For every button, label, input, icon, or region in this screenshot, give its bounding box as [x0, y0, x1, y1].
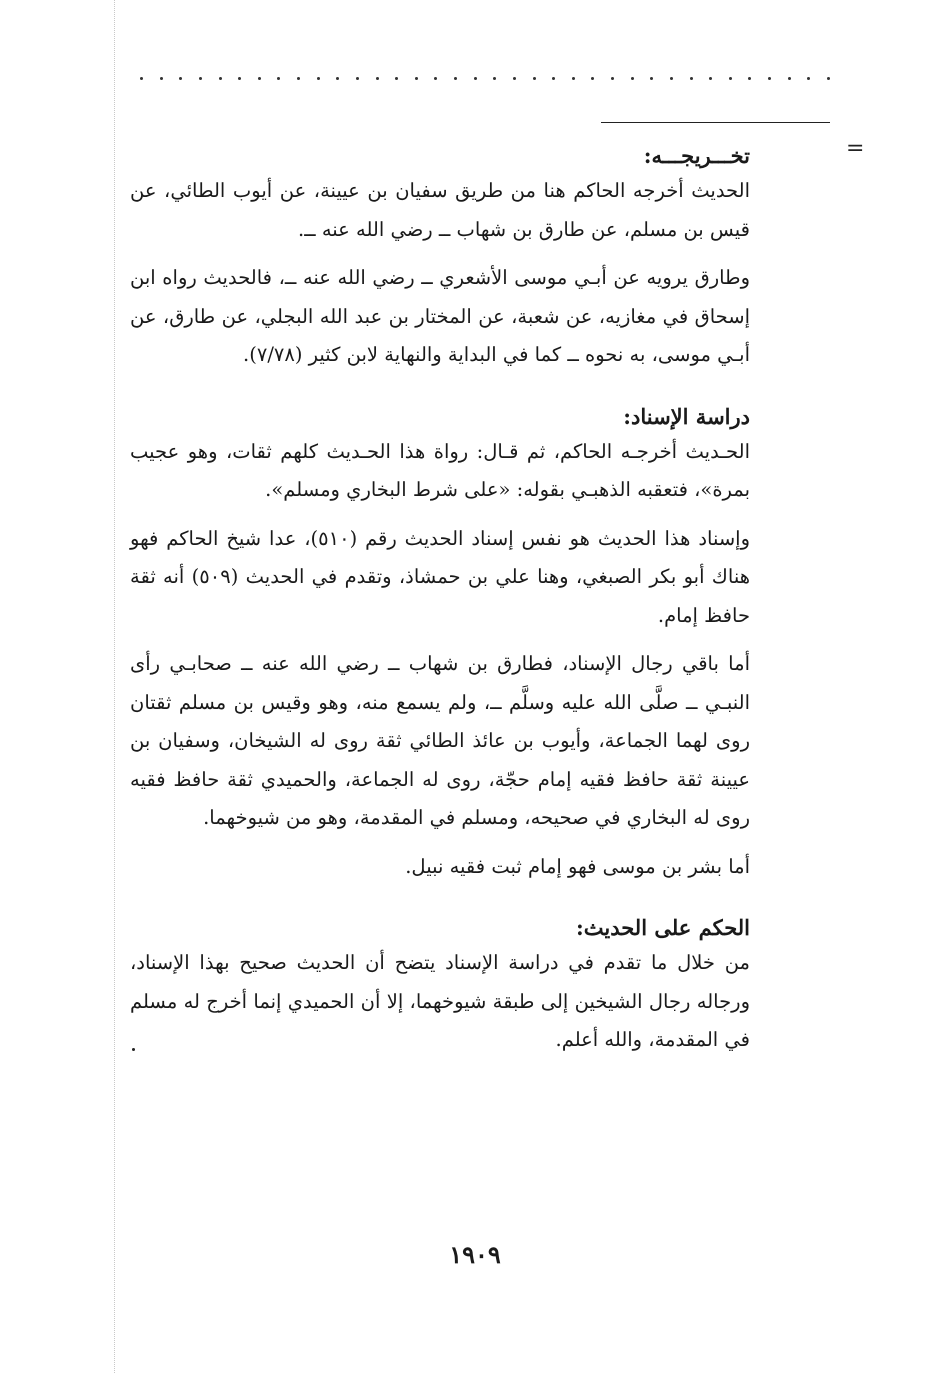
- separator-dot: [709, 77, 712, 80]
- separator-dot: [572, 77, 575, 80]
- footnote-rule: [601, 122, 830, 123]
- paragraph-takhrij-2: وطارق يرويه عن أبـي موسى الأشعري ــ رضي الله عنه ــ، فالحديث رواه ابن إسحاق في مغازيه، عن شعبة، عن المختار بن عبد الله البجلي، عن طارق، عن أبـي موسى، به نحوه ــ كما في البداية والنهاية لابن كثير (٧/٧٨).: [130, 266, 750, 366]
- separator-dot: [434, 77, 437, 80]
- separator-dot: [317, 77, 320, 80]
- separator-dot: [356, 77, 359, 80]
- paragraph-isnad-2: وإسناد هذا الحديث هو نفس إسناد الحديث رقم (٥١٠)، عدا شيخ الحاكم فهو هناك أبو بكر الصبغي، وهنا علي بن حمشاذ، وتقدم في الحديث (٥٠٩) أنه ثقة حافظ إمام.: [130, 526, 750, 627]
- separator-dot: [376, 77, 379, 80]
- separator-dot: [238, 77, 241, 80]
- section-heading-takhrij: تخـــريجـــه:: [643, 143, 750, 168]
- separator-dot: [768, 77, 771, 80]
- separator-dot: [827, 77, 830, 80]
- dotted-separator: [140, 74, 830, 82]
- separator-dot: [219, 77, 222, 80]
- separator-dot: [493, 77, 496, 80]
- main-text-column: [130, 140, 750, 1060]
- separator-dot: [611, 77, 614, 80]
- paragraph-hukm-1: من خلال ما تقدم في دراسة الإسناد يتضح أن الحديث صحيح بهذا الإسناد، ورجاله رجال الشيخين إلى طبقة شيوخهما، إلا أن الحميدي إنما أخرج له مسلم في المقدمة، والله أعلم.: [130, 951, 750, 1051]
- separator-dot: [454, 77, 457, 80]
- separator-dot: [748, 77, 751, 80]
- separator-dot: [277, 77, 280, 80]
- separator-dot: [552, 77, 555, 80]
- separator-dot: [415, 77, 418, 80]
- separator-dot: [395, 77, 398, 80]
- separator-dot: [670, 77, 673, 80]
- separator-dot: [650, 77, 653, 80]
- margin-dot: [132, 1048, 135, 1051]
- separator-dot: [807, 77, 810, 80]
- separator-dot: [140, 77, 143, 80]
- separator-dot: [199, 77, 202, 80]
- page-gutter-line: [114, 0, 115, 1373]
- separator-dot: [591, 77, 594, 80]
- separator-dot: [788, 77, 791, 80]
- separator-dot: [258, 77, 261, 80]
- separator-dot: [533, 77, 536, 80]
- separator-dot: [729, 77, 732, 80]
- page-number: ١٩٠٩: [449, 1240, 501, 1269]
- separator-dot: [160, 77, 163, 80]
- separator-dot: [631, 77, 634, 80]
- separator-dot: [690, 77, 693, 80]
- continuation-mark: =: [846, 136, 865, 161]
- separator-dot: [513, 77, 516, 80]
- section-heading-al-hukm: الحكم على الحديث:: [576, 915, 750, 940]
- paragraph-isnad-4: أما بشر بن موسى فهو إمام ثبت فقيه نبيل.: [405, 854, 750, 878]
- separator-dot: [336, 77, 339, 80]
- paragraph-takhrij-1: الحديث أخرجه الحاكم هنا من طريق سفيان بن عيينة، عن أيوب الطائي، عن قيس بن مسلم، عن طارق بن شهاب ــ رضي الله عنه ــ.: [130, 179, 750, 241]
- separator-dot: [297, 77, 300, 80]
- paragraph-isnad-1: الحـديث أخرجـه الحاكم، ثم قـال: رواة هذا الحـديث كلهم ثقات، وهو عجيب بمرة»، فتعقبه الذهبـي بقوله: «على شرط البخاري ومسلم».: [130, 439, 750, 501]
- separator-dot: [474, 77, 477, 80]
- section-heading-dirasat-al-isnad: دراسة الإسناد:: [623, 403, 750, 429]
- paragraph-isnad-3: أما باقي رجال الإسناد، فطارق بن شهاب ــ رضي الله عنه ــ صحابـي رأى النبـي ــ صلَّى الله عليه وسلَّم ــ، ولم يسمع منه، وهو وقيس بن مسلم ثقتان روى لهما الجماعة، وأيوب بن عائذ الطائي ثقة روى له الشيخان، وسفيان بن عيينة ثقة حافظ فقيه إمام حجّة، روى له الجماعة، والحميدي ثقة حافظ فقيه روى له البخاري في صحيحه، ومسلم في المقدمة، وهو من شيوخهما.: [130, 652, 750, 829]
- separator-dot: [179, 77, 182, 80]
